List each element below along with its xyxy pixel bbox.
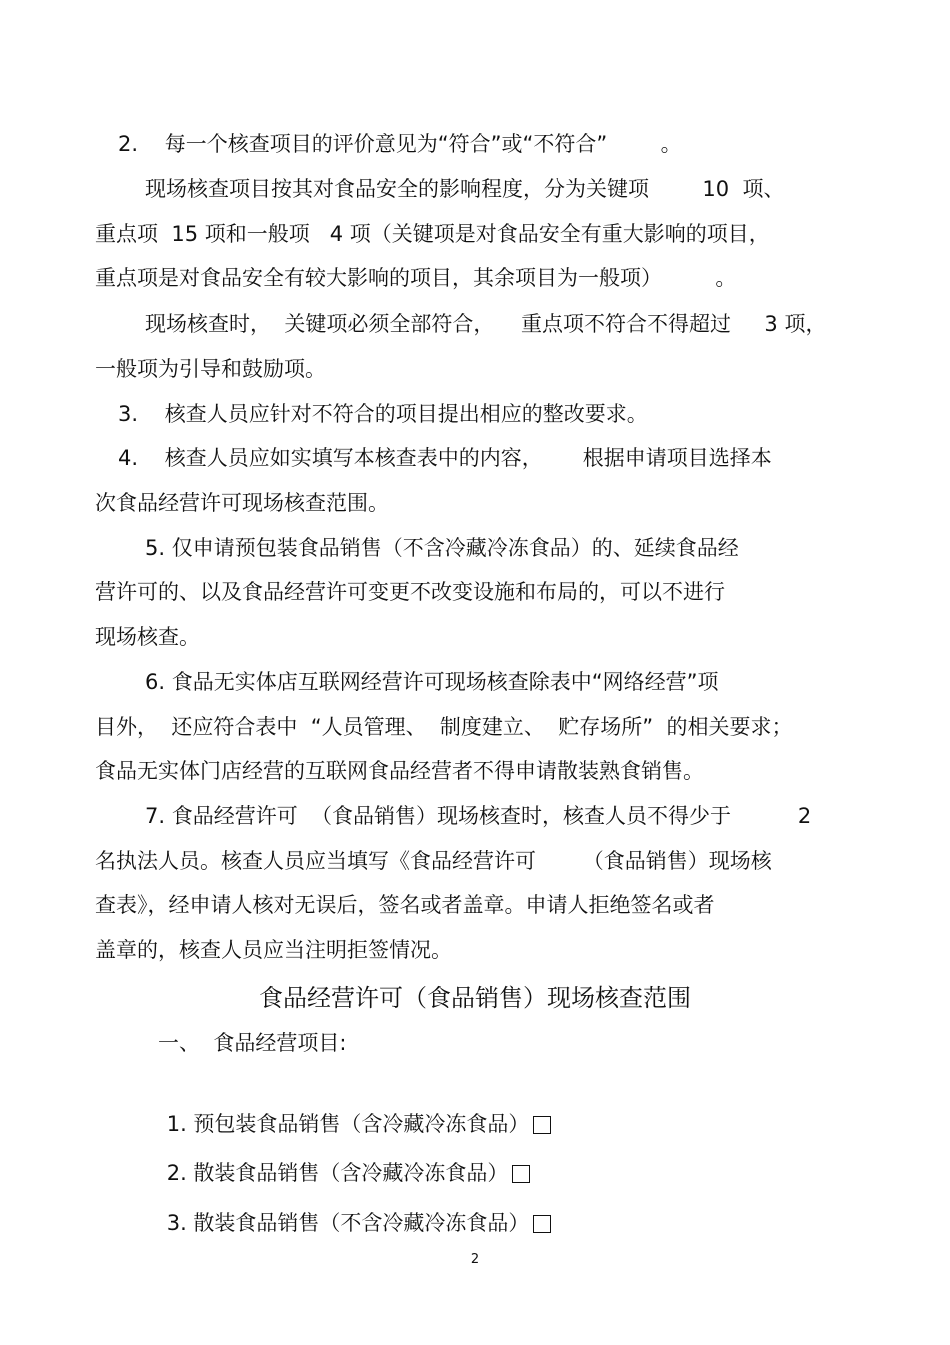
checkbox[interactable] <box>533 1116 551 1134</box>
paragraph-line: 一般项为引导和鼓励项。 <box>95 357 326 381</box>
paragraph-line: 盖章的，核查人员应当注明拒签情况。 <box>95 938 452 962</box>
paragraph-line: 次食品经营许可现场核查范围。 <box>95 491 389 515</box>
paragraph-line: 5. 仅申请预包装食品销售（不含冷藏冷冻食品）的、延续食品经 <box>145 536 739 560</box>
page-number: 2 <box>470 1252 480 1267</box>
paragraph-line: 重点项是对食品安全有较大影响的项目，其余项目为一般项） 。 <box>95 266 737 290</box>
paragraph-line: 食品无实体门店经营的互联网食品经营者不得申请散装熟食销售。 <box>95 759 704 783</box>
paragraph-line: 重点项 15 项和一般项 4 项（关键项是对食品安全有重大影响的项目， <box>95 222 770 246</box>
paragraph-line: 现场核查。 <box>95 625 200 649</box>
paragraph-line: 现场核查时， 关键项必须全部符合， 重点项不符合不得超过 3 项， <box>145 312 827 336</box>
checkbox[interactable] <box>533 1215 551 1233</box>
paragraph-line: 2. 每一个核查项目的评价意见为“符合”或“不符合” 。 <box>118 132 682 156</box>
section-heading: 一、 食品经营项目: <box>158 1031 347 1055</box>
paragraph-line: 3. 核查人员应针对不符合的项目提出相应的整改要求。 <box>118 402 648 426</box>
scope-item-label: 3. 散装食品销售（不含冷藏冷冻食品） <box>166 1211 530 1235</box>
scope-item-label: 1. 预包装食品销售（含冷藏冷冻食品） <box>166 1112 530 1136</box>
paragraph-line: 营许可的、以及食品经营许可变更不改变设施和布局的，可以不进行 <box>95 580 725 604</box>
paragraph-line: 目外， 还应符合表中 “人员管理、 制度建立、 贮存场所” 的相关要求； <box>95 715 793 739</box>
scope-item-label: 2. 散装食品销售（含冷藏冷冻食品） <box>166 1161 509 1185</box>
paragraph-line: 7. 食品经营许可 （食品销售）现场核查时，核查人员不得少于 2 <box>145 804 812 828</box>
paragraph-line: 现场核查项目按其对食品安全的影响程度，分为关键项 10 项、 <box>145 177 785 201</box>
paragraph-line: 6. 食品无实体店互联网经营许可现场核查除表中“网络经营”项 <box>145 670 719 694</box>
paragraph-line: 查表》，经申请人核对无误后，签名或者盖章。申请人拒绝签名或者 <box>95 893 715 917</box>
paragraph-line: 名执法人员。核查人员应当填写《食品经营许可 （食品销售）现场核 <box>95 849 772 873</box>
section-title: 食品经营许可（食品销售）现场核查范围 <box>259 984 691 1012</box>
paragraph-line: 4. 核查人员应如实填写本核查表中的内容， 根据申请项目选择本 <box>118 446 772 470</box>
